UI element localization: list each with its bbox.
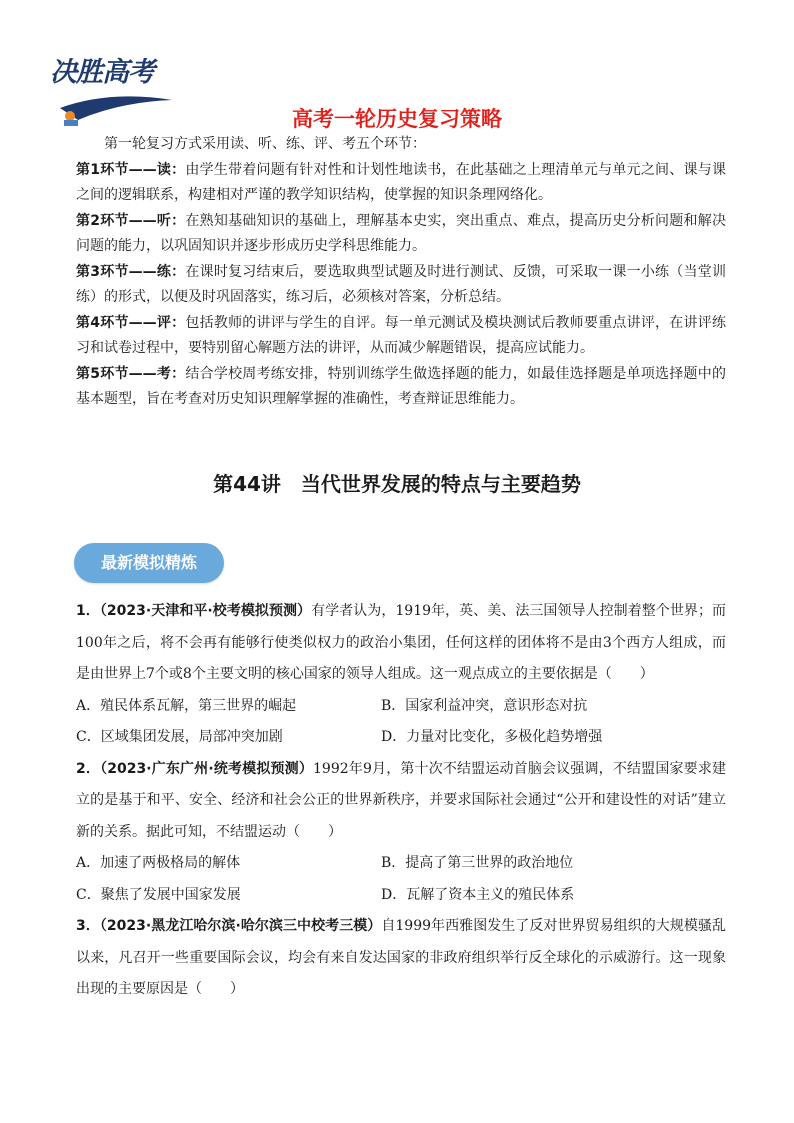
step-text: 结合学校周考练安排，特别训练学生做选择题的能力，如最佳选择题是单项选择题中的基本题型，旨在考查对历史知识理解掌握的准确性，考查辩证思维能力。: [76, 365, 726, 407]
step-paragraph: [76, 260, 726, 311]
step-label: 第4环节——评：: [76, 314, 186, 331]
intro-text: 第一轮复习方式采用读、听、练、评、考五个环节：: [104, 136, 426, 152]
step-label: 第5环节——考：: [76, 365, 186, 382]
option-b: B．国家利益冲突，意识形态对抗: [381, 697, 588, 714]
question-number: 1．: [76, 603, 100, 619]
option-c: C．聚焦了发展中国家发展: [76, 886, 241, 903]
lecture-title: 第44讲 当代世界发展的特点与主要趋势: [213, 472, 581, 496]
question-source: （2023·天津和平·校考模拟预测）: [99, 603, 312, 619]
step-text: 包括教师的讲评与学生的自评。每一单元测试及模块测试后教师要重点讲评，在讲评练习和试卷过程中，要特别留心解题方法的讲评，从而减少解题错误，提高应试能力。: [76, 314, 726, 356]
option-row: [76, 848, 726, 880]
option-d: D．瓦解了资本主义的殖民体系: [381, 886, 575, 903]
step-label: 第3环节——练：: [76, 263, 186, 280]
question-text: 1992年9月，第十次不结盟运动首脑会议强调，不结盟国家要求建立的是基于和平、安全、经济和社会公正的世界新秩序，并要求国际社会通过“公开和建设性的对话”建立新的关系。据此可知，不结盟运动（ ）: [76, 760, 726, 840]
step-paragraph: [76, 209, 726, 260]
question-text: 自1999年西雅图发生了反对世界贸易组织的大规模骚乱以来，凡召开一些重要国际会议，均会有来自发达国家的非政府组织举行反全球化的示威游行。这一现象出现的主要原因是（ ）: [76, 918, 726, 997]
question-source: （2023·广东广州·统考模拟预测）: [100, 760, 313, 777]
option-c: C．区域集团发展，局部冲突加剧: [76, 729, 283, 745]
option-d: D．力量对比变化，多极化趋势增强: [381, 729, 603, 745]
option-row: [76, 691, 726, 723]
page-title: 高考一轮历史复习策略: [292, 107, 502, 131]
step-label: 第2环节——听：: [76, 212, 186, 229]
logo-text: 决胜高考: [50, 57, 154, 88]
strategy-section: [76, 132, 726, 413]
step-paragraph: [76, 158, 726, 209]
option-row: [76, 880, 726, 912]
question-stem: [76, 754, 726, 849]
step-paragraph: [76, 311, 726, 362]
option-a: A．加速了两极格局的解体: [76, 855, 241, 871]
option-b: B．提高了第三世界的政治地位: [381, 855, 574, 871]
question-stem: [76, 596, 726, 691]
option-row: [76, 722, 726, 754]
question-number: 3．: [76, 918, 100, 934]
step-paragraph: [76, 362, 726, 413]
question-text: 有学者认为，1919年，英、美、法三国领导人控制着整个世界；而100年之后，将不会再有能够行使类似权力的政治小集团，任何这样的团体将不是由3个西方人组成，而是由世界上7个或8个主要文明的核心国家的领导人组成。这一观点成立的主要依据是（ ）: [76, 603, 726, 682]
section-badge: 最新模拟精炼: [74, 543, 224, 583]
question-list: [76, 596, 726, 1006]
option-a: A．殖民体系瓦解，第三世界的崛起: [76, 697, 297, 714]
step-text: 在熟知基础知识的基础上，理解基本史实，突出重点、难点，提高历史分析问题和解决问题的能力，以巩固知识并逐步形成历史学科思维能力。: [76, 212, 726, 254]
step-text: 由学生带着问题有针对性和计划性地读书，在此基础之上理清单元与单元之间、课与课之间的逻辑联系，构建相对严谨的教学知识结构，使掌握的知识条理网络化。: [76, 161, 726, 203]
question-number: 2．: [76, 760, 101, 777]
step-label: 第1环节——读：: [76, 161, 186, 178]
step-text: 在课时复习结束后，要选取典型试题及时进行测试、反馈，可采取一课一小练（当堂训练）的形式，以便及时巩固落实，练习后，必须核对答案，分析总结。: [76, 263, 726, 305]
question-source: （2023·黑龙江哈尔滨·哈尔滨三中校考三模）: [99, 918, 382, 934]
question-stem: [76, 911, 726, 1006]
